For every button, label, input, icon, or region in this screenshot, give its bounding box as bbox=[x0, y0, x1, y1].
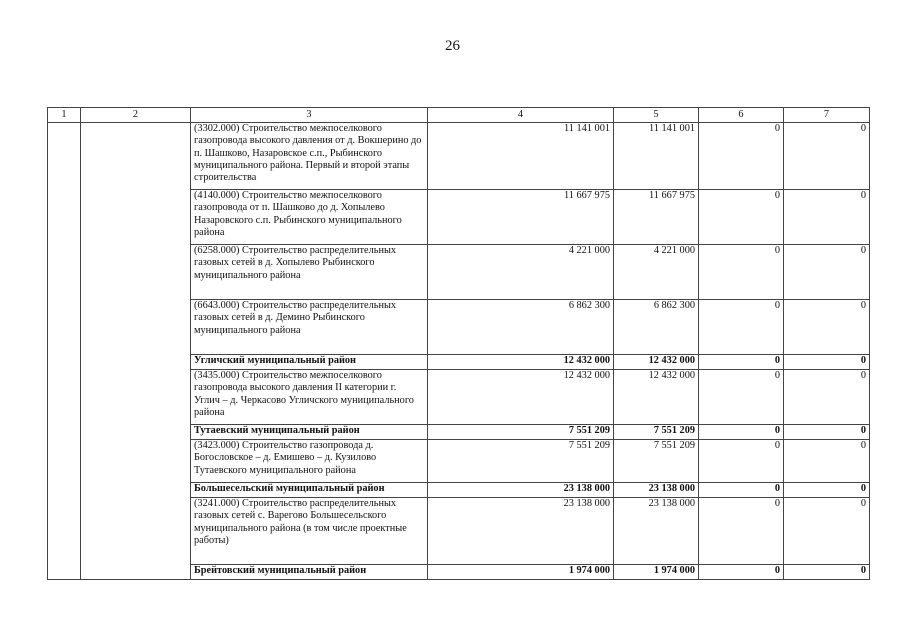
cell-description: (3423.000) Строительство газопровода д. Богословское – д. Емишево – д. Кузилово Тутаевского муниципального района bbox=[191, 440, 428, 483]
cell-amount: 0 bbox=[784, 123, 870, 190]
cell-amount: 0 bbox=[699, 300, 784, 355]
cell-amount: 0 bbox=[784, 355, 870, 370]
cell-amount: 0 bbox=[699, 483, 784, 498]
column-header-2: 2 bbox=[81, 108, 191, 123]
cell-amount: 11 141 001 bbox=[428, 123, 614, 190]
cell-amount: 4 221 000 bbox=[614, 245, 699, 300]
cell-amount: 0 bbox=[784, 565, 870, 580]
cell-amount: 23 138 000 bbox=[614, 498, 699, 565]
cell-amount: 0 bbox=[699, 355, 784, 370]
cell-description: (4140.000) Строительство межпоселкового газопровода от п. Шашково до д. Хопылево Назаровского с.п. Рыбинского муниципального района bbox=[191, 190, 428, 245]
cell-amount: 12 432 000 bbox=[428, 355, 614, 370]
cell-amount: 0 bbox=[784, 440, 870, 483]
cell-amount: 0 bbox=[699, 425, 784, 440]
cell-amount: 11 667 975 bbox=[614, 190, 699, 245]
cell-amount: 23 138 000 bbox=[614, 483, 699, 498]
cell-description: (6643.000) Строительство распределительных газовых сетей в д. Демино Рыбинского муниципального района bbox=[191, 300, 428, 355]
cell-code bbox=[81, 123, 191, 580]
cell-amount: 7 551 209 bbox=[428, 440, 614, 483]
cell-description: (3302.000) Строительство межпоселкового газопровода высокого давления от д. Вокшерино до п. Шашково, Назаровское с.п., Рыбинского муниципального района. Первый и второй этапы строительства bbox=[191, 123, 428, 190]
cell-description: (3241.000) Строительство распределительных газовых сетей с. Варегово Большесельского муниципального района (в том числе проектные работы) bbox=[191, 498, 428, 565]
cell-amount: 4 221 000 bbox=[428, 245, 614, 300]
column-header-1: 1 bbox=[48, 108, 81, 123]
cell-amount: 6 862 300 bbox=[614, 300, 699, 355]
column-header-6: 6 bbox=[699, 108, 784, 123]
column-header-4: 4 bbox=[428, 108, 614, 123]
cell-amount: 0 bbox=[699, 370, 784, 425]
cell-amount: 0 bbox=[699, 245, 784, 300]
cell-amount: 0 bbox=[784, 300, 870, 355]
cell-amount: 23 138 000 bbox=[428, 498, 614, 565]
budget-table bbox=[47, 107, 870, 580]
table-body bbox=[48, 123, 870, 580]
cell-amount: 12 432 000 bbox=[614, 370, 699, 425]
cell-district-name: Большесельский муниципальный район bbox=[191, 483, 428, 498]
cell-amount: 0 bbox=[784, 425, 870, 440]
cell-amount: 11 667 975 bbox=[428, 190, 614, 245]
cell-amount: 0 bbox=[784, 483, 870, 498]
cell-amount: 11 141 001 bbox=[614, 123, 699, 190]
cell-amount: 0 bbox=[784, 498, 870, 565]
cell-district-name: Брейтовский муниципальный район bbox=[191, 565, 428, 580]
cell-district-name: Тутаевский муниципальный район bbox=[191, 425, 428, 440]
cell-amount: 0 bbox=[784, 245, 870, 300]
cell-amount: 23 138 000 bbox=[428, 483, 614, 498]
cell-amount: 0 bbox=[699, 123, 784, 190]
table-header bbox=[48, 108, 870, 123]
table-header-row bbox=[48, 108, 870, 123]
cell-amount: 0 bbox=[699, 565, 784, 580]
cell-amount: 7 551 209 bbox=[614, 425, 699, 440]
column-header-3: 3 bbox=[191, 108, 428, 123]
table-row bbox=[48, 123, 870, 190]
cell-description: (3435.000) Строительство межпоселкового газопровода высокого давления II категории г. Углич – д. Черкасово Угличского муниципального района bbox=[191, 370, 428, 425]
cell-amount: 0 bbox=[784, 190, 870, 245]
cell-amount: 1 974 000 bbox=[428, 565, 614, 580]
cell-description: (6258.000) Строительство распределительных газовых сетей в д. Хопылево Рыбинского муниципального района bbox=[191, 245, 428, 300]
column-header-7: 7 bbox=[784, 108, 870, 123]
cell-district-name: Угличский муниципальный район bbox=[191, 355, 428, 370]
cell-amount: 12 432 000 bbox=[428, 370, 614, 425]
column-header-5: 5 bbox=[614, 108, 699, 123]
cell-amount: 0 bbox=[699, 190, 784, 245]
cell-amount: 12 432 000 bbox=[614, 355, 699, 370]
cell-amount: 6 862 300 bbox=[428, 300, 614, 355]
cell-amount: 0 bbox=[784, 370, 870, 425]
cell-amount: 1 974 000 bbox=[614, 565, 699, 580]
cell-amount: 0 bbox=[699, 498, 784, 565]
cell-index bbox=[48, 123, 81, 580]
page-number: 26 bbox=[445, 38, 460, 54]
cell-amount: 0 bbox=[699, 440, 784, 483]
cell-amount: 7 551 209 bbox=[428, 425, 614, 440]
cell-amount: 7 551 209 bbox=[614, 440, 699, 483]
